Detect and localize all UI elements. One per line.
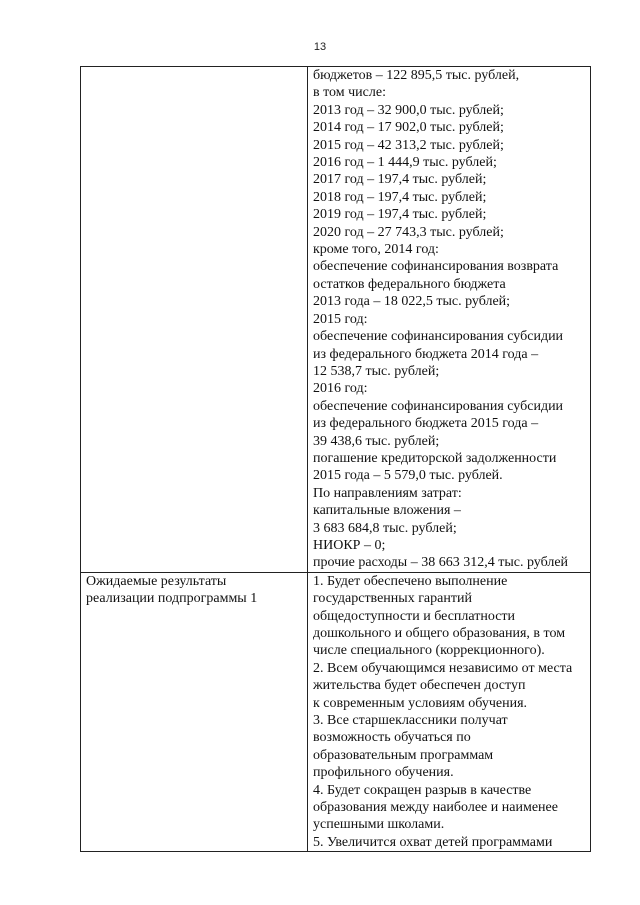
text-line: 2016 год:: [313, 381, 368, 397]
text-line: к современным условиям обучения.: [313, 695, 528, 711]
text-line: образования между наиболее и наименее: [313, 800, 558, 816]
text-line: По направлениям затрат:: [313, 485, 462, 501]
text-line: 2. Всем обучающимся независимо от места: [313, 660, 573, 676]
text-line: 3 683 684,8 тыс. рублей;: [313, 520, 457, 536]
text-line: прочие расходы – 38 663 312,4 тыс. рублей: [313, 555, 569, 571]
text-line: образовательным программам: [313, 747, 494, 763]
text-line: из федерального бюджета 2015 года –: [313, 416, 539, 432]
row-label-cell: [81, 572, 308, 852]
text-line: возможность обучаться по: [313, 730, 471, 746]
text-line: жительства будет обеспечен доступ: [313, 678, 526, 694]
row-content-cell: [308, 572, 591, 852]
text-line: кроме того, 2014 год:: [313, 242, 439, 258]
text-line: бюджетов – 122 895,5 тыс. рублей,: [313, 68, 520, 83]
text-line: капитальные вложения –: [313, 503, 461, 519]
text-line: погашение кредиторской задолженности: [313, 450, 557, 466]
text-line: 2017 год – 197,4 тыс. рублей;: [313, 172, 487, 188]
expected-results-label: [81, 573, 307, 608]
passport-table: [80, 66, 591, 852]
text-line: 2013 года – 18 022,5 тыс. рублей;: [313, 294, 511, 310]
text-line: 2014 год – 17 902,0 тыс. рублей;: [313, 120, 504, 136]
table-row-financing: [81, 67, 591, 573]
text-line: Ожидаемые результаты: [86, 573, 227, 589]
text-line: реализации подпрограммы 1: [86, 591, 258, 607]
text-line: успешными школами.: [313, 817, 445, 833]
text-line: обеспечение софинансирования субсидии: [313, 398, 564, 414]
text-line: 1. Будет обеспечено выполнение: [313, 573, 508, 589]
text-line: 2015 года – 5 579,0 тыс. рублей.: [313, 468, 503, 484]
text-line: числе специального (коррекционного).: [313, 643, 545, 659]
text-line: профильного обучения.: [313, 765, 454, 781]
text-line: 4. Будет сокращен разрыв в качестве: [313, 782, 532, 798]
text-line: 2013 год – 32 900,0 тыс. рублей;: [313, 102, 504, 118]
text-line: 2018 год – 197,4 тыс. рублей;: [313, 189, 487, 205]
text-line: 2019 год – 197,4 тыс. рублей;: [313, 207, 487, 223]
financing-details: [308, 67, 590, 572]
text-line: из федерального бюджета 2014 года –: [313, 346, 539, 362]
text-line: государственных гарантий: [313, 591, 472, 607]
text-line: 2015 год:: [313, 311, 368, 327]
text-line: дошкольного и общего образования, в том: [313, 626, 566, 641]
expected-results-list: [308, 573, 590, 852]
text-line: 5. Увеличится охват детей программами: [313, 834, 553, 850]
table-row-expected-results: [81, 572, 591, 852]
row-label-cell: [81, 67, 308, 573]
text-line: обеспечение софинансирования субсидии: [313, 329, 564, 345]
text-line: 39 438,6 тыс. рублей;: [313, 433, 440, 449]
row-content-cell: [308, 67, 591, 573]
text-line: остатков федерального бюджета: [313, 276, 506, 292]
text-line: НИОКР – 0;: [313, 537, 386, 553]
text-line: общедоступности и бесплатности: [313, 608, 516, 624]
text-line: 12 538,7 тыс. рублей;: [313, 363, 440, 379]
page-number: 13: [313, 41, 327, 53]
text-line: 2016 год – 1 444,9 тыс. рублей;: [313, 155, 497, 171]
text-line: 2015 год – 42 313,2 тыс. рублей;: [313, 137, 504, 153]
text-line: обеспечение софинансирования возврата: [313, 259, 559, 275]
text-line: 2020 год – 27 743,3 тыс. рублей;: [313, 224, 504, 240]
text-line: 3. Все старшеклассники получат: [313, 713, 508, 729]
text-line: в том числе:: [313, 85, 386, 101]
